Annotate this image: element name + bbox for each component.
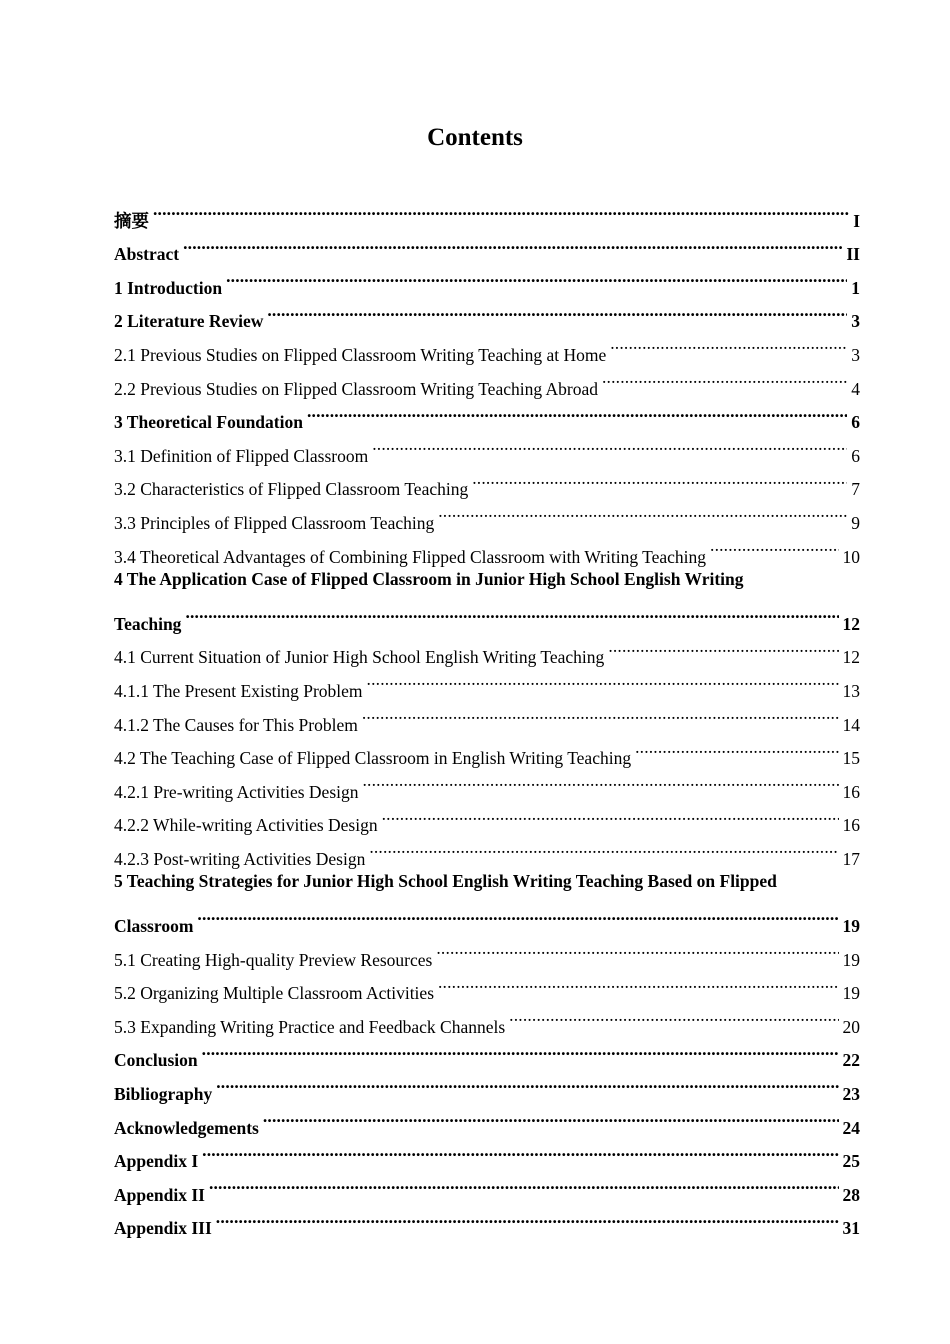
dot-leader [209,1167,839,1201]
dot-leader [602,361,847,395]
toc-entry-title: 5.2 Organizing Multiple Classroom Activities [114,983,434,1004]
toc-entry-title: 2.2 Previous Studies on Flipped Classroom Writing Teaching Abroad [114,378,598,399]
toc-page-number: 19 [842,949,860,970]
toc-entry[interactable] [114,294,860,332]
dot-leader [608,630,838,664]
dot-leader [610,327,847,361]
toc-page-number: 17 [842,848,860,869]
toc-entry[interactable] [114,193,860,231]
toc-entry-title: 2.1 Previous Studies on Flipped Classroom Writing Teaching at Home [114,344,607,365]
toc-page-number: 31 [842,1218,860,1239]
toc-entry-title: Appendix III [114,1218,212,1239]
toc-page-number: 12 [842,647,860,668]
toc-page-number: 20 [842,1016,860,1037]
dot-leader [710,529,838,563]
page-title: Contents [427,124,523,151]
dot-leader [438,966,839,1000]
dot-leader [363,764,839,798]
toc-page-number: 4 [851,378,860,399]
toc-entry[interactable] [114,1167,860,1205]
toc-entry-title: 2 Literature Review [114,311,264,332]
dot-leader [197,898,838,932]
toc-page-number: 7 [851,479,860,500]
toc-entry-line [114,563,860,597]
toc-entry-title: Appendix I [114,1151,199,1172]
toc-entry-title: Bibliography [114,1084,213,1105]
toc-page-number: 6 [851,412,860,433]
toc-entry-title: 4.1 Current Situation of Junior High School English Writing Teaching [114,647,605,668]
toc-entry[interactable] [114,1100,860,1138]
toc-entry-title: Acknowledgements [114,1117,259,1138]
dot-leader [183,227,842,261]
dot-leader [153,193,849,227]
toc-page-number: II [846,244,860,265]
toc-page-number: 19 [842,983,860,1004]
toc-page-number: 1 [851,277,860,298]
toc-entry-title: 4 The Application Case of Flipped Classroom in Junior High School English Writing [114,568,744,589]
toc-entry-title: Teaching [114,613,182,634]
dot-leader [307,395,847,429]
toc-entry-title: 5 Teaching Strategies for Junior High School English Writing Teaching Based on Flipped [114,870,777,891]
toc-page-number: 16 [842,815,860,836]
toc-page-number: 15 [842,748,860,769]
dot-leader [438,495,847,529]
toc-entry-title: 4.2.2 While-writing Activities Design [114,815,378,836]
toc-page-number: 6 [851,445,860,466]
dot-leader [436,932,838,966]
toc-page-number: 10 [842,546,860,567]
toc-entry[interactable] [114,932,860,970]
dot-leader [202,1134,838,1168]
dot-leader [372,428,847,462]
toc-entry-title: Appendix II [114,1184,205,1205]
toc-page-number: 23 [842,1084,860,1105]
toc-page-number: 16 [842,781,860,802]
toc-page-number: 19 [842,916,860,937]
toc-entry-title: Classroom [114,916,194,937]
toc-entry[interactable] [114,898,860,937]
toc-entry-line [114,865,860,899]
toc-entry[interactable] [114,630,860,668]
toc-page-number: 9 [851,512,860,533]
dot-leader [635,731,838,765]
toc-page-number: 12 [842,613,860,634]
dot-leader [202,1033,839,1067]
dot-leader [216,1066,838,1100]
dot-leader [226,260,847,294]
dot-leader [263,1100,839,1134]
toc-entry-title: 4.2.1 Pre-writing Activities Design [114,781,359,802]
toc-page-number: 3 [851,311,860,332]
toc-page-number: 25 [842,1151,860,1172]
toc-entry-title: Abstract [114,244,180,265]
toc-entry-title: 5.3 Expanding Writing Practice and Feedback Channels [114,1016,506,1037]
toc-page-number: 24 [842,1117,860,1138]
dot-leader [216,1201,839,1235]
dot-leader [362,697,839,731]
toc-entry-title: 3.1 Definition of Flipped Classroom [114,445,369,466]
toc-entry-title: 3.3 Principles of Flipped Classroom Teaching [114,512,435,533]
dot-leader [367,663,839,697]
toc-entry-title: 4.2.3 Post-writing Activities Design [114,848,366,869]
toc-page-number: 3 [851,344,860,365]
toc-entry[interactable] [114,1066,860,1105]
toc-entry[interactable] [114,1134,860,1172]
toc-entry-title: Conclusion [114,1050,198,1071]
dot-leader [382,798,839,832]
toc-entry-title: 3.4 Theoretical Advantages of Combining Flipped Classroom with Writing Teaching [114,546,707,567]
dot-leader [369,831,838,865]
toc-entry-title: 4.1.1 The Present Existing Problem [114,680,363,701]
toc-entry-title: 1 Introduction [114,277,223,298]
dot-leader [267,294,847,328]
toc-entry-title: 3.2 Characteristics of Flipped Classroom Teaching [114,479,469,500]
toc-entry-title: 3 Theoretical Foundation [114,412,303,433]
toc-page-number: 13 [842,680,860,701]
dot-leader [472,462,847,496]
toc-page-number: I [853,210,860,231]
toc-entry-title: 4.1.2 The Causes for This Problem [114,714,358,735]
toc-entry-title: 4.2 The Teaching Case of Flipped Classroom in English Writing Teaching [114,748,632,769]
dot-leader [509,999,838,1033]
toc-entry-title: 5.1 Creating High-quality Preview Resources [114,949,433,970]
table-of-contents [114,193,860,1239]
toc-page-number: 14 [842,714,860,735]
toc-entry[interactable] [114,1201,860,1239]
toc-entry[interactable] [114,227,860,265]
toc-page-number: 28 [842,1184,860,1205]
toc-entry[interactable] [114,260,860,298]
toc-entry[interactable] [114,1033,860,1071]
toc-page-number: 22 [842,1050,860,1071]
toc-entry-title: 摘要 [114,210,149,231]
dot-leader [185,596,838,630]
toc-entry[interactable] [114,596,860,634]
